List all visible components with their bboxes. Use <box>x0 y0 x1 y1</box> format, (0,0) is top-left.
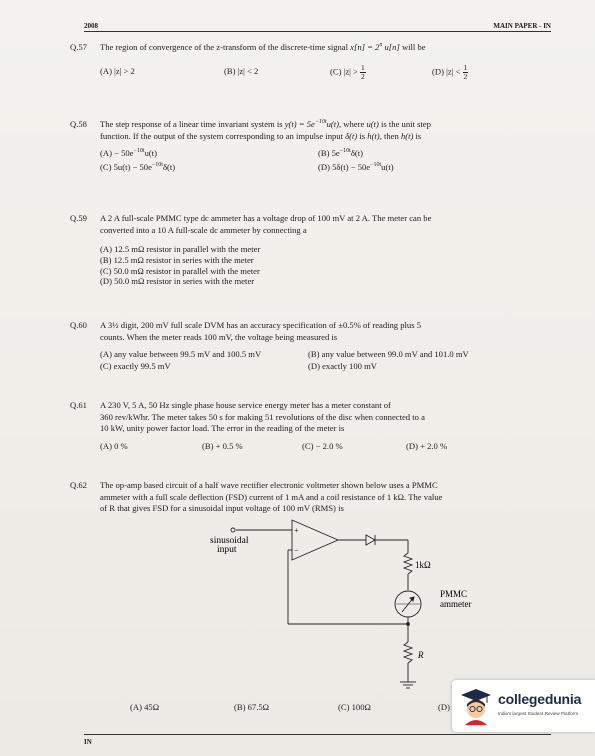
option-d[interactable]: (D) exactly 100 mV <box>308 361 377 371</box>
input-label: sinusoidal <box>210 536 249 546</box>
option-d[interactable]: (D) |z| < $\frac{1}{2}$ <box>432 62 468 81</box>
option-a[interactable]: (A) 45Ω <box>130 702 160 712</box>
diode <box>366 535 375 545</box>
question-stem: The step response of a linear time invariant system is $y(t) = 5e^{-10t}u(t)$, where u(t) is the unit step function. If the output of the system corresponding to an impulse input δ(t) is h(t), then h(t) is <box>100 119 431 141</box>
question-number: Q.61 <box>70 400 87 410</box>
option-b[interactable]: (B) |z| < 2 <box>224 65 259 76</box>
question-number: Q.62 <box>70 480 87 490</box>
option-c[interactable]: (C) $5u(t) - 50e^{-10t}\delta(t)$ <box>100 162 176 172</box>
header-paper: MAIN PAPER - IN <box>493 22 551 30</box>
option-a[interactable]: (A) 0 % <box>100 440 128 451</box>
brand-tagline: India's largest Student Review Platform <box>498 711 579 716</box>
question-stem: A 2 A full-scale PMMC type dc ammeter has a voltage drop of 100 mV at 2 A. The meter can be converted into a 10 A full-scale dc ammeter by connecting a <box>100 213 432 235</box>
opamp-plus: + <box>294 526 299 535</box>
header-year: 2008 <box>84 22 98 30</box>
option-c[interactable]: (C) − 2.0 % <box>302 440 343 451</box>
footer-rule <box>84 734 551 735</box>
option-c[interactable]: (C) 50.0 mΩ resistor in parallel with the meter <box>100 265 260 276</box>
question-stem: A 230 V, 5 A, 50 Hz single phase house service energy meter has a meter constant of 360 rev/kWhr. The meter takes 50 s for making 51 revolutions of the disc when connected to a 10 kW, unity power factor load. The error in the reading of the meter is <box>100 400 425 433</box>
question-stem: The op-amp based circuit of a half wave rectifier electronic voltmeter shown below uses a PMMC ammeter with a full scale deflection (FSD) current of 1 mA and a coil resistance of 1 kΩ. The value of R that gives FSD for a sinusoidal input voltage of 100 mV (RMS) is <box>100 480 443 513</box>
option-b[interactable]: (B) 67.5Ω <box>234 702 270 712</box>
option-a[interactable]: (A) |z| > 2 <box>100 65 135 76</box>
question-number: Q.57 <box>70 42 87 52</box>
resistor-1k-label: 1kΩ <box>415 560 431 570</box>
option-d[interactable]: (D) + 2.0 % <box>406 440 448 451</box>
question-stem: The region of convergence of the z-transform of the discrete-time signal $x[n] = 2^n$ u[n] will be <box>100 42 426 52</box>
option-c[interactable]: (C) |z| > $\frac{1}{2}$ <box>330 62 365 81</box>
op-amp <box>292 520 338 560</box>
student-logo-icon <box>460 687 492 725</box>
option-b[interactable]: (B) + 0.5 % <box>202 440 243 451</box>
option-a[interactable]: $(A) - 50e^{-10t}u(t)$ <box>100 148 157 158</box>
option-c[interactable]: (C) 100Ω <box>338 702 371 712</box>
resistor-1k <box>404 553 412 574</box>
option-d[interactable]: (D) $5\delta(t) - 50e^{-10t}u(t)$ <box>318 162 394 172</box>
question-number: Q.58 <box>70 119 87 129</box>
footer-code: IN <box>84 738 92 746</box>
r-label: R <box>418 650 424 660</box>
option-a[interactable]: (A) any value between 99.5 mV and 100.5 mV <box>100 349 262 359</box>
option-b[interactable]: (B) $5e^{-10t}\delta(t)$ <box>318 148 363 158</box>
meter-label: ammeter <box>440 599 472 609</box>
option-c[interactable]: (C) exactly 99.5 mV <box>100 361 171 371</box>
opamp-minus: − <box>294 546 299 555</box>
option-b[interactable]: (B) 12.5 mΩ resistor in series with the meter <box>100 254 254 265</box>
option-d[interactable]: (D) <box>438 702 450 712</box>
question-number: Q.60 <box>70 320 87 330</box>
collegedunia-badge[interactable] <box>452 680 595 732</box>
brand-name: collegedunia <box>498 691 582 707</box>
option-d[interactable]: (D) 50.0 mΩ resistor in series with the meter <box>100 276 255 287</box>
input-label: input <box>217 545 237 555</box>
option-a[interactable]: (A) 12.5 mΩ resistor in parallel with the meter <box>100 244 261 254</box>
question-stem: A 3½ digit, 200 mV full scale DVM has an accuracy specification of ±0.5% of reading plus 5 counts. When the meter reads 100 mV, the voltage being measured is <box>100 320 422 342</box>
question-number: Q.59 <box>70 213 87 223</box>
resistor-r <box>404 642 412 663</box>
option-b[interactable]: (B) any value between 99.0 mV and 101.0 mV <box>308 349 469 359</box>
meter-label: PMMC <box>440 589 468 599</box>
